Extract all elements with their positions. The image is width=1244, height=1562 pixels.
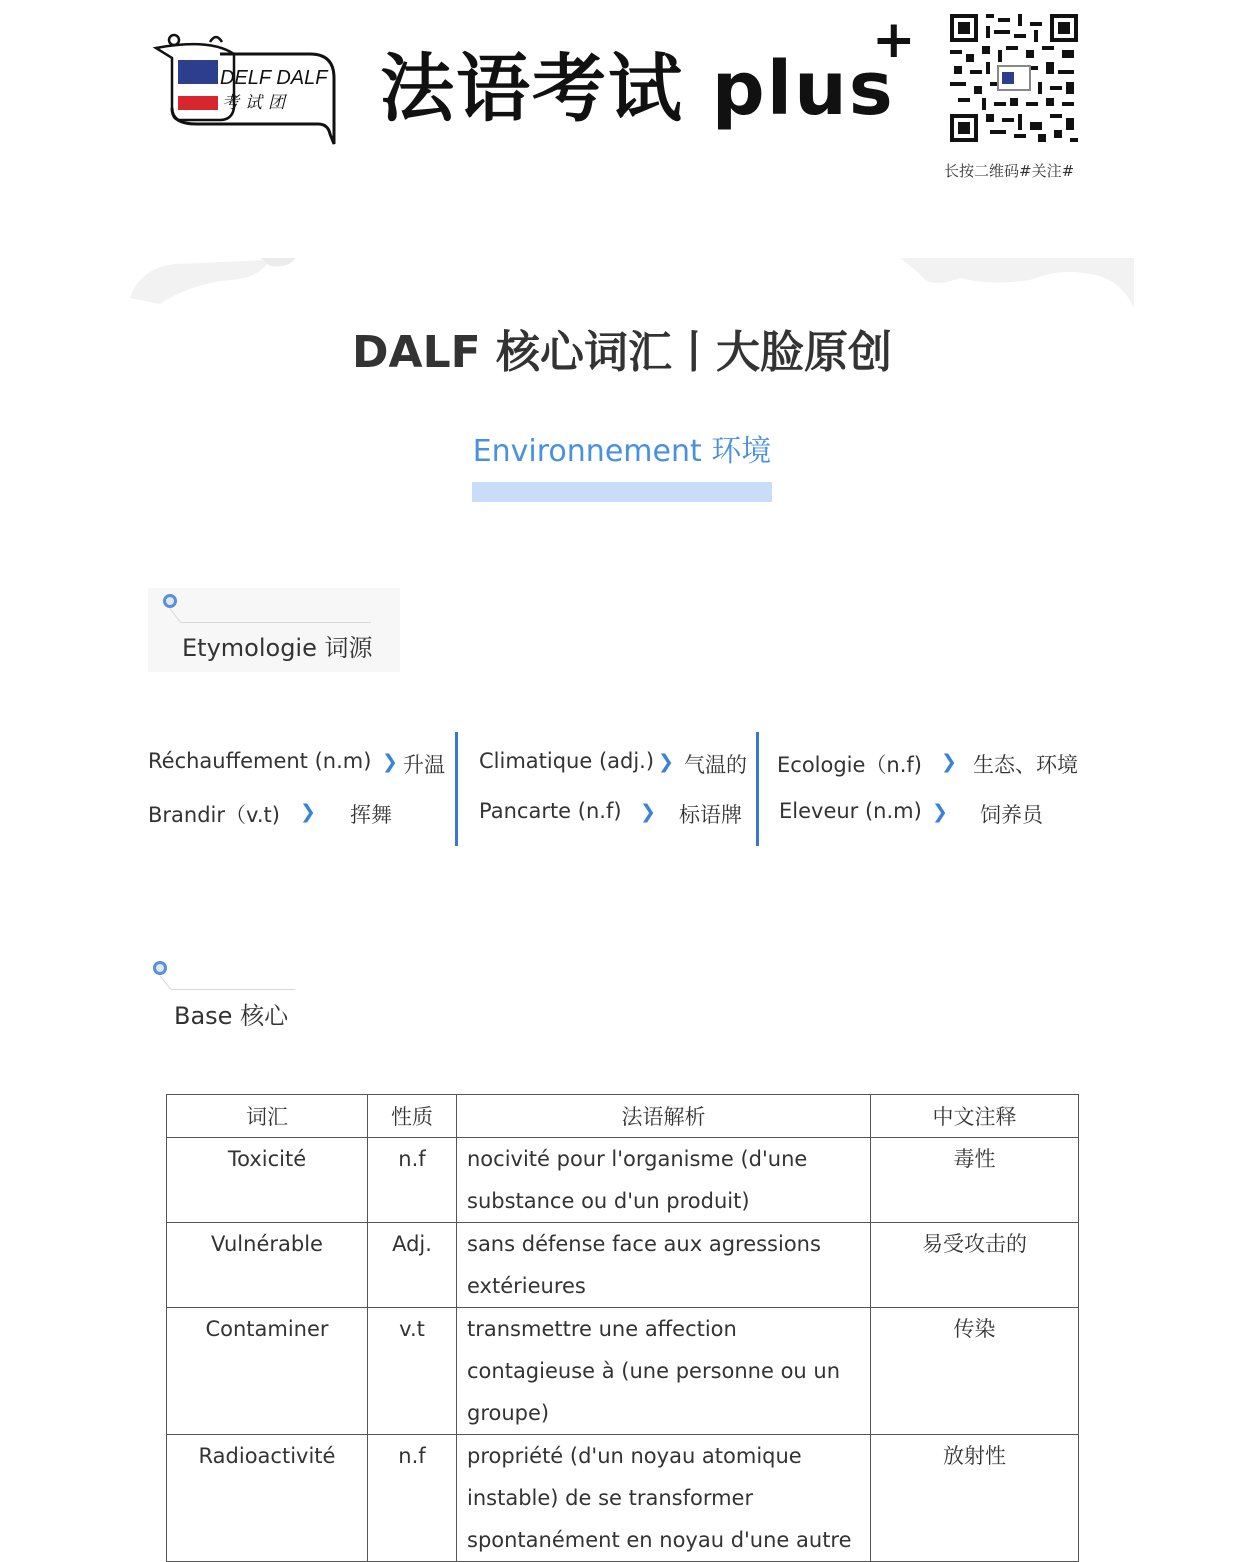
chevron-right-icon: ❯ bbox=[658, 751, 674, 773]
column-separator bbox=[756, 732, 759, 846]
column-separator bbox=[455, 732, 458, 846]
etymology-meaning: 标语牌 bbox=[679, 803, 742, 827]
cell-word: Toxicité bbox=[167, 1138, 368, 1223]
cell-chinese: 易受攻击的 bbox=[871, 1223, 1079, 1308]
etymology-meaning: 升温 bbox=[403, 753, 445, 777]
qr-caption: 长按二维码#关注# bbox=[944, 162, 1075, 180]
etymology-heading: Etymologie 词源 bbox=[182, 634, 373, 662]
cell-type: Adj. bbox=[368, 1223, 457, 1308]
logo-text-latin: DELF DALF bbox=[220, 67, 328, 89]
table-row bbox=[167, 1308, 1079, 1435]
cell-definition: nocivité pour l'organisme (d'une substance ou d'un produit) bbox=[457, 1138, 871, 1223]
cell-definition: sans défense face aux agressions extérieures bbox=[457, 1223, 871, 1308]
chevron-right-icon: ❯ bbox=[382, 751, 398, 773]
etymology-word: Climatique (adj.) bbox=[479, 749, 655, 773]
cell-chinese: 毒性 bbox=[871, 1138, 1079, 1223]
column-header-definition: 法语解析 bbox=[457, 1095, 871, 1138]
cell-word: Radioactivité bbox=[167, 1435, 368, 1562]
section-underline bbox=[472, 482, 772, 502]
table-header-row bbox=[167, 1095, 1079, 1138]
section-title: Environnement 环境 bbox=[472, 434, 772, 469]
cell-type: v.t bbox=[368, 1308, 457, 1435]
table-row bbox=[167, 1223, 1079, 1308]
cell-type: n.f bbox=[368, 1138, 457, 1223]
cell-definition: transmettre une affection contagieuse à (une personne ou un groupe) bbox=[457, 1308, 871, 1435]
column-header-word: 词汇 bbox=[167, 1095, 368, 1138]
cell-type: n.f bbox=[368, 1435, 457, 1562]
cloud-decoration-icon bbox=[130, 258, 1134, 318]
etymology-meaning: 生态、环境 bbox=[973, 753, 1078, 777]
location-pin-icon bbox=[153, 961, 167, 975]
logo-text-chinese: 考试团 bbox=[222, 93, 291, 113]
brand-plus-sign: + bbox=[872, 10, 916, 70]
column-header-chinese: 中文注释 bbox=[871, 1095, 1079, 1138]
header-connector bbox=[159, 975, 171, 990]
chevron-right-icon: ❯ bbox=[300, 801, 316, 823]
table-row bbox=[167, 1138, 1079, 1223]
delf-dalf-logo bbox=[150, 28, 340, 148]
document-title: DALF 核心词汇丨大脸原创 bbox=[352, 327, 892, 378]
qr-code-icon[interactable] bbox=[950, 14, 1078, 142]
chevron-right-icon: ❯ bbox=[640, 801, 656, 823]
etymology-word: Pancarte (n.f) bbox=[479, 799, 622, 823]
cell-word: Contaminer bbox=[167, 1308, 368, 1435]
etymology-meaning: 饲养员 bbox=[980, 803, 1043, 827]
cell-chinese: 放射性 bbox=[871, 1435, 1079, 1562]
etymology-meaning: 气温的 bbox=[684, 753, 747, 777]
cell-word: Vulnérable bbox=[167, 1223, 368, 1308]
etymology-word: Eleveur (n.m) bbox=[779, 799, 922, 823]
chevron-right-icon: ❯ bbox=[932, 801, 948, 823]
column-header-type: 性质 bbox=[368, 1095, 457, 1138]
etymology-word: Réchauffement (n.m) bbox=[148, 749, 372, 773]
vocabulary-table bbox=[166, 1094, 1079, 1562]
cell-definition: propriété (d'un noyau atomique instable) de se transformer spontanément en noyau d'une autre bbox=[457, 1435, 871, 1562]
table-row bbox=[167, 1435, 1079, 1562]
header-rule bbox=[181, 622, 371, 623]
cell-chinese: 传染 bbox=[871, 1308, 1079, 1435]
etymology-word: Ecologie（n.f) bbox=[777, 753, 923, 777]
chevron-right-icon: ❯ bbox=[941, 751, 957, 773]
location-pin-icon bbox=[163, 594, 177, 608]
header-rule bbox=[171, 989, 295, 990]
etymology-word: Brandir（v.t) bbox=[148, 803, 280, 827]
etymology-meaning: 挥舞 bbox=[350, 803, 392, 827]
brand-title: 法语考试 plus bbox=[380, 46, 895, 132]
base-heading: Base 核心 bbox=[174, 1002, 289, 1030]
